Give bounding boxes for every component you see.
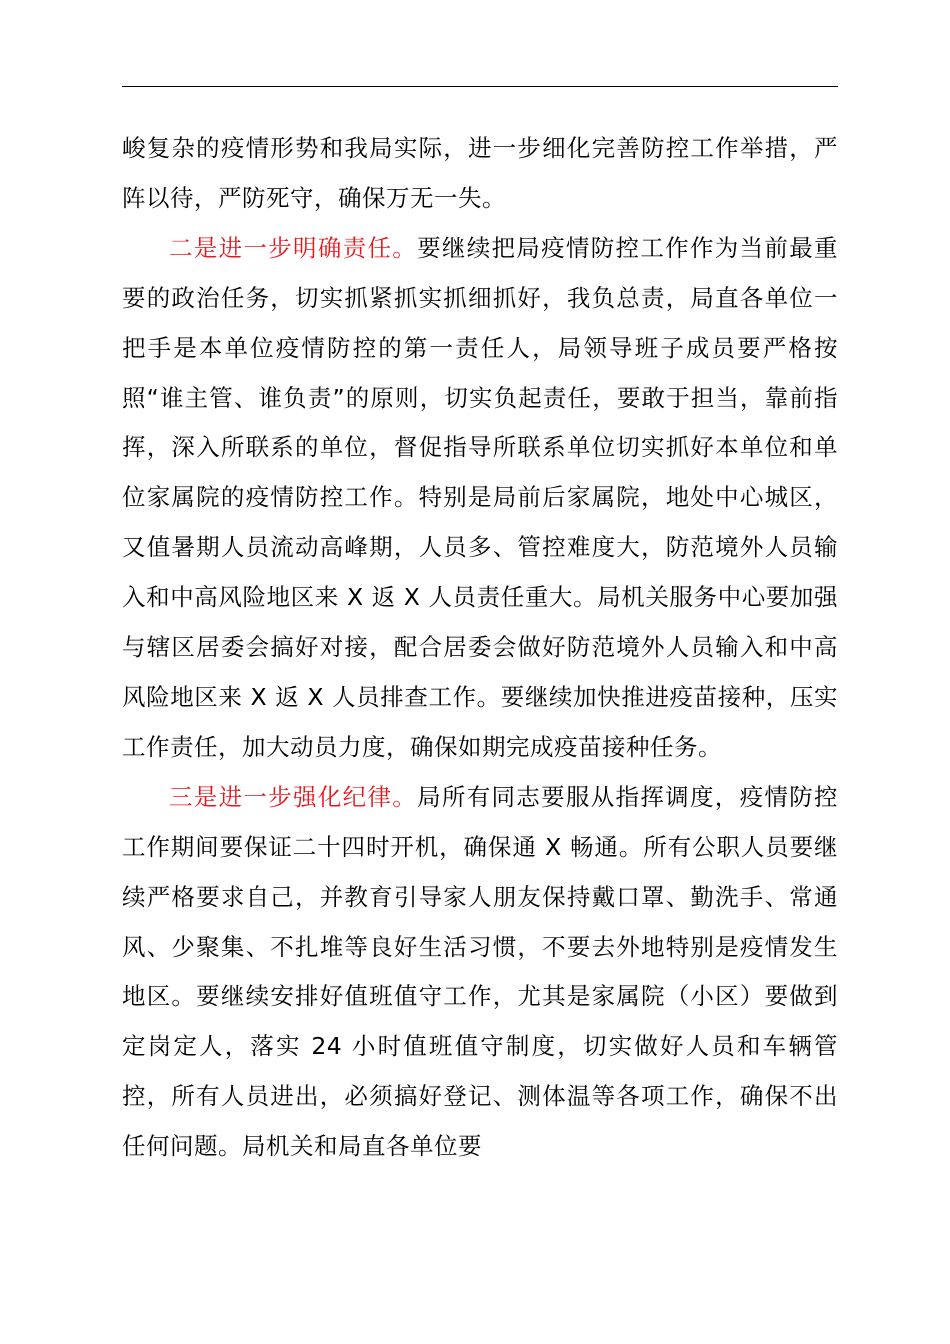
paragraph-3-text: 局所有同志要服从指挥调度，疫情防控工作期间要保证二十四时开机，确保通 X 畅通。所有公职人员要继续严格要求自己，并教育引导家人朋友保持戴口罩、勤洗手、常通风、少聚集、不扎堆等良好生活习惯，不要去外地特别是疫情发生地区。要继续安排好值班值守工作，尤其是家属院（小区）要做到定岗定人，落实 24 小时值班值守制度，切实做好人员和车辆管控，所有人员进出，必须搞好登记、测体温等各项工作，确保不出任何问题。局机关和局直各单位要 — [122, 782, 839, 1161]
body-text — [122, 124, 838, 1172]
paragraph-2-heading: 二是进一步明确责任。 — [169, 233, 418, 262]
paragraph-2 — [122, 224, 838, 773]
header-rule — [122, 86, 838, 87]
paragraph-1 — [122, 124, 838, 224]
paragraph-1-text: 峻复杂的疫情形势和我局实际，进一步细化完善防控工作举措，严阵以待，严防死守，确保万无一失。 — [122, 134, 838, 212]
paragraph-3 — [122, 773, 838, 1172]
paragraph-2-text: 要继续把局疫情防控工作作为当前最重要的政治任务，切实抓紧抓实抓细抓好，我负总责，局直各单位一把手是本单位疫情防控的第一责任人，局领导班子成员要严格按照“谁主管、谁负责”的原则，切实负起责任，要敢于担当，靠前指挥，深入所联系的单位，督促指导所联系单位切实抓好本单位和单位家属院的疫情防控工作。特别是局前后家属院，地处中心城区，又值暑期人员流动高峰期，人员多、管控难度大，防范境外人员输入和中高风险地区来 X 返 X 人员责任重大。局机关服务中心要加强与辖区居委会搞好对接，配合居委会做好防范境外人员输入和中高风险地区来 X 返 X 人员排查工作。要继续加快推进疫苗接种，压实工作责任，加大动员力度，确保如期完成疫苗接种任务。 — [122, 233, 839, 761]
paragraph-3-heading: 三是进一步强化纪律。 — [169, 782, 418, 811]
